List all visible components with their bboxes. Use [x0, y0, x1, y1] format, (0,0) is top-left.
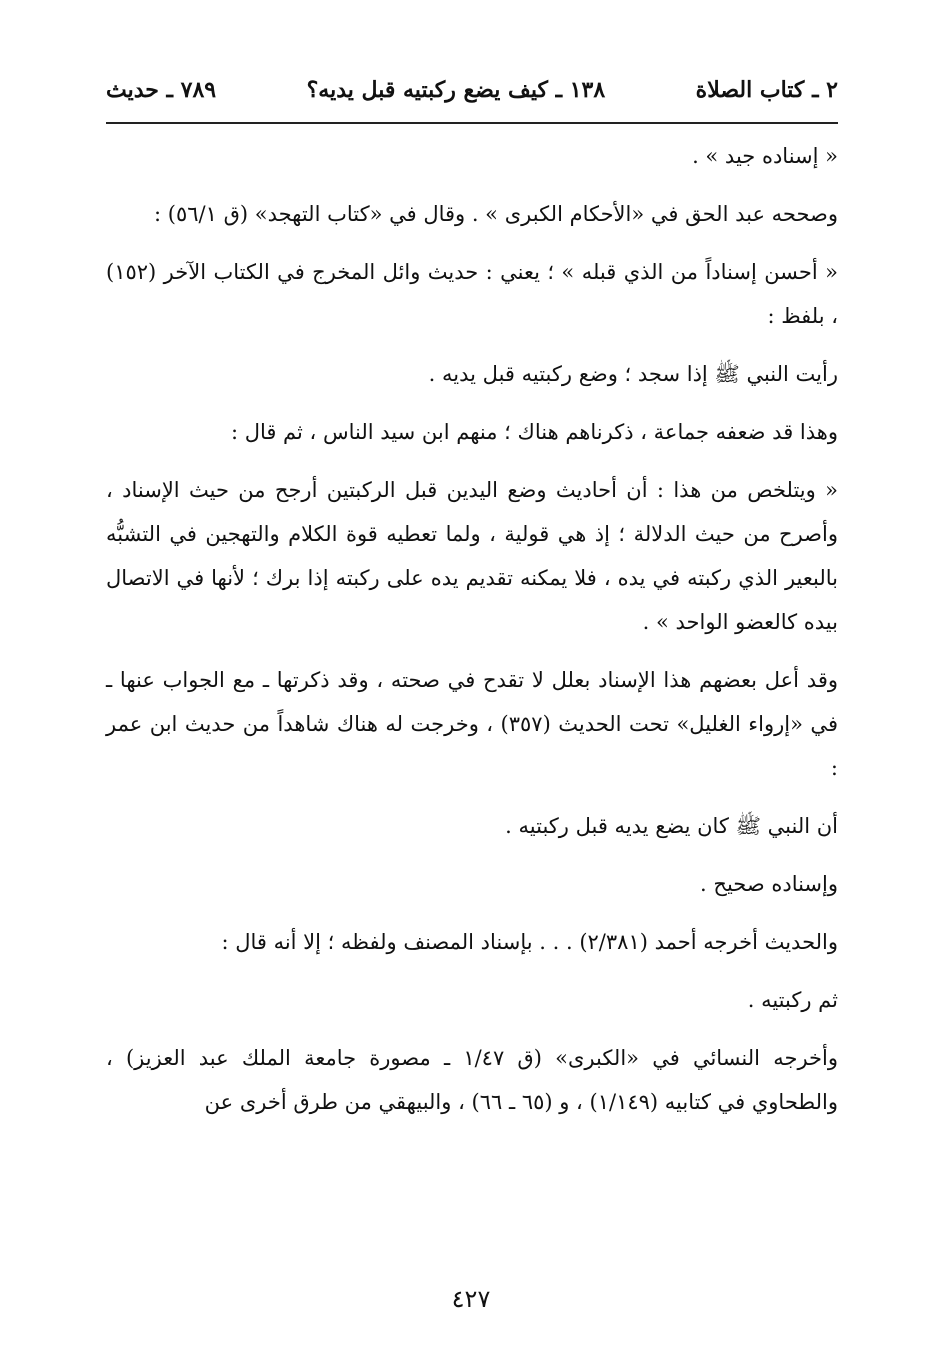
paragraph: وقد أعل بعضهم هذا الإسناد بعلل لا تقدح في صحته ، وقد ذكرتها ـ مع الجواب عنها ـ في «إرواء الغليل» تحت الحديث (٣٥٧) ، وخرجت له هناك شاهداً من حديث ابن عمر :: [106, 668, 838, 780]
paragraph: « إسناده جيد » .: [692, 144, 838, 168]
paragraph: وأخرجه النسائي في «الكبرى» (ق ١/٤٧ ـ مصورة جامعة الملك عبد العزيز) ، والطحاوي في كتابيه (١/١٤٩) ، و (٦٥ ـ ٦٦) ، والبيهقي من طرق أخرى عن: [106, 1046, 838, 1114]
paragraph: رأيت النبي ﷺ إذا سجد ؛ وضع ركبتيه قبل يديه .: [428, 362, 838, 386]
paragraph: « ويتلخص من هذا : أن أحاديث وضع اليدين قبل الركبتين أرجح من حيث الإسناد ، وأصرح من حيث الدلالة ؛ إذ هي قولية ، ولما تعطيه قوة الكلام والتهجين في التشبُّه بالبعير الذي ركبته في يده ، فلا يمكنه تقديم يده على ركبته إذا برك ؛ لأنها في الاتصال بيده كالعضو الواحد » .: [106, 478, 838, 634]
paragraph: وصححه عبد الحق في «الأحكام الكبرى » . وقال في «كتاب التهجد» (ق ٥٦/١) :: [154, 202, 838, 226]
header-chapter: ٢ ـ كتاب الصلاة: [695, 77, 838, 103]
paragraph: « أحسن إسناداً من الذي قبله » ؛ يعني : حديث وائل المخرج في الكتاب الآخر (١٥٢) ، بلفظ :: [106, 260, 838, 328]
page-body: [106, 128, 838, 1138]
header-section: ١٣٨ ـ كيف يضع ركبتيه قبل يديه؟: [306, 77, 606, 103]
running-header: [106, 70, 838, 110]
paragraph: وهذا قد ضعفه جماعة ، ذكرناهم هناك ؛ منهم ابن سيد الناس ، ثم قال :: [230, 420, 838, 444]
paragraph: أن النبي ﷺ كان يضع يديه قبل ركبتيه .: [505, 814, 838, 838]
paragraph: ثم ركبتيه .: [747, 988, 838, 1012]
header-hadith-number: ٧٨٩ ـ حديث: [106, 77, 217, 103]
paragraph: وإسناده صحيح .: [700, 872, 838, 896]
page-number: ٤٢٧: [451, 1285, 491, 1313]
header-divider: [106, 122, 838, 124]
paragraph: والحديث أخرجه أحمد (٢/٣٨١) . . . بإسناد المصنف ولفظه ؛ إلا أنه قال :: [221, 930, 838, 954]
